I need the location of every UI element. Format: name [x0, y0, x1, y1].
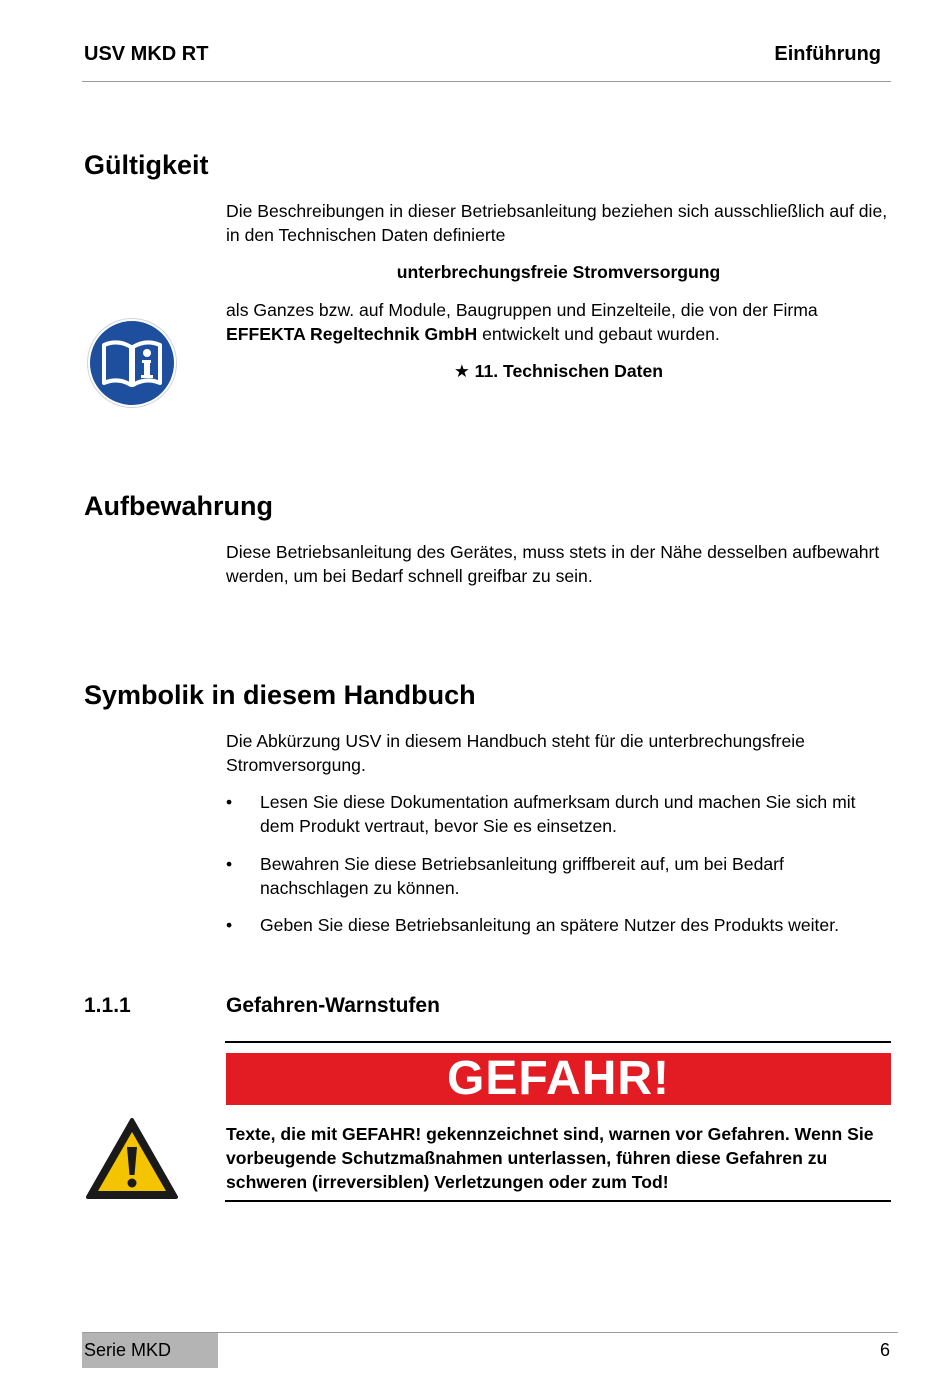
validity-paragraph-2 — [226, 298, 891, 346]
danger-banner: GEFAHR! — [226, 1053, 891, 1105]
validity-paragraph-2-end: entwickelt und gebaut wurden. — [477, 324, 720, 344]
technical-data-reference[interactable] — [226, 361, 891, 382]
heading-storage: Aufbewahrung — [84, 491, 273, 521]
footer-series-label: Serie MKD — [84, 1340, 172, 1360]
list-item: Geben Sie diese Betriebsanleitung an spätere Nutzer des Produkts weiter. — [260, 915, 839, 935]
heading-symbols: Symbolik in diesem Handbuch — [84, 680, 476, 710]
header-document-title: USV MKD RT — [84, 43, 209, 65]
technical-data-reference-label: 11. Technischen Daten — [474, 361, 664, 381]
list-item: Bewahren Sie diese Betriebsanleitung griffbereit auf, um bei Bedarf nachschlagen zu können. — [260, 854, 784, 898]
bullet-marker: • — [226, 915, 233, 935]
header-chapter-title: Einführung — [774, 43, 881, 65]
heading-validity: Gültigkeit — [84, 150, 209, 180]
danger-warning-text: Texte, die mit GEFAHR! gekennzeichnet sind, warnen vor Gefahren. Wenn Sie vorbeugende Schutzmaßnahmen unterlassen, führen diese Gefahren zu schweren (irreversiblen) Verletzungen oder zum Tod! — [226, 1124, 874, 1192]
list-item: Lesen Sie diese Dokumentation aufmerksam durch und machen Sie sich mit dem Produkt vertraut, bevor Sie es einsetzen. — [260, 792, 856, 836]
company-name: EFFEKTA Regeltechnik GmbH — [226, 324, 478, 344]
page-number: 6 — [879, 1340, 890, 1360]
info-manual-icon — [86, 317, 178, 409]
validity-paragraph-2-start: als Ganzes bzw. auf Module, Baugruppen und Einzelteile, die von der Firma — [226, 300, 818, 320]
subsection-number: 1.1.1 — [84, 994, 131, 1017]
validity-centered-term: unterbrechungsfreie Stromversorgung — [396, 262, 721, 282]
header-divider — [82, 81, 891, 82]
hazard-top-rule — [225, 1041, 891, 1043]
bullet-marker: • — [226, 792, 233, 812]
warning-triangle-icon — [85, 1117, 179, 1201]
bullet-marker: • — [226, 854, 233, 874]
subsection-title: Gefahren-Warnstufen — [226, 994, 440, 1017]
star-icon: ★ — [453, 361, 470, 381]
hazard-bottom-rule — [225, 1200, 891, 1202]
validity-paragraph-1: Die Beschreibungen in dieser Betriebsanleitung beziehen sich ausschließlich auf die, in den Technischen Daten definierte — [226, 201, 888, 245]
storage-paragraph: Diese Betriebsanleitung des Gerätes, muss stets in der Nähe desselben aufbewahrt werden, um bei Bedarf schnell greifbar zu sein. — [226, 542, 880, 586]
symbols-paragraph: Die Abkürzung USV in diesem Handbuch steht für die unterbrechungsfreie Stromversorgung. — [226, 731, 805, 775]
